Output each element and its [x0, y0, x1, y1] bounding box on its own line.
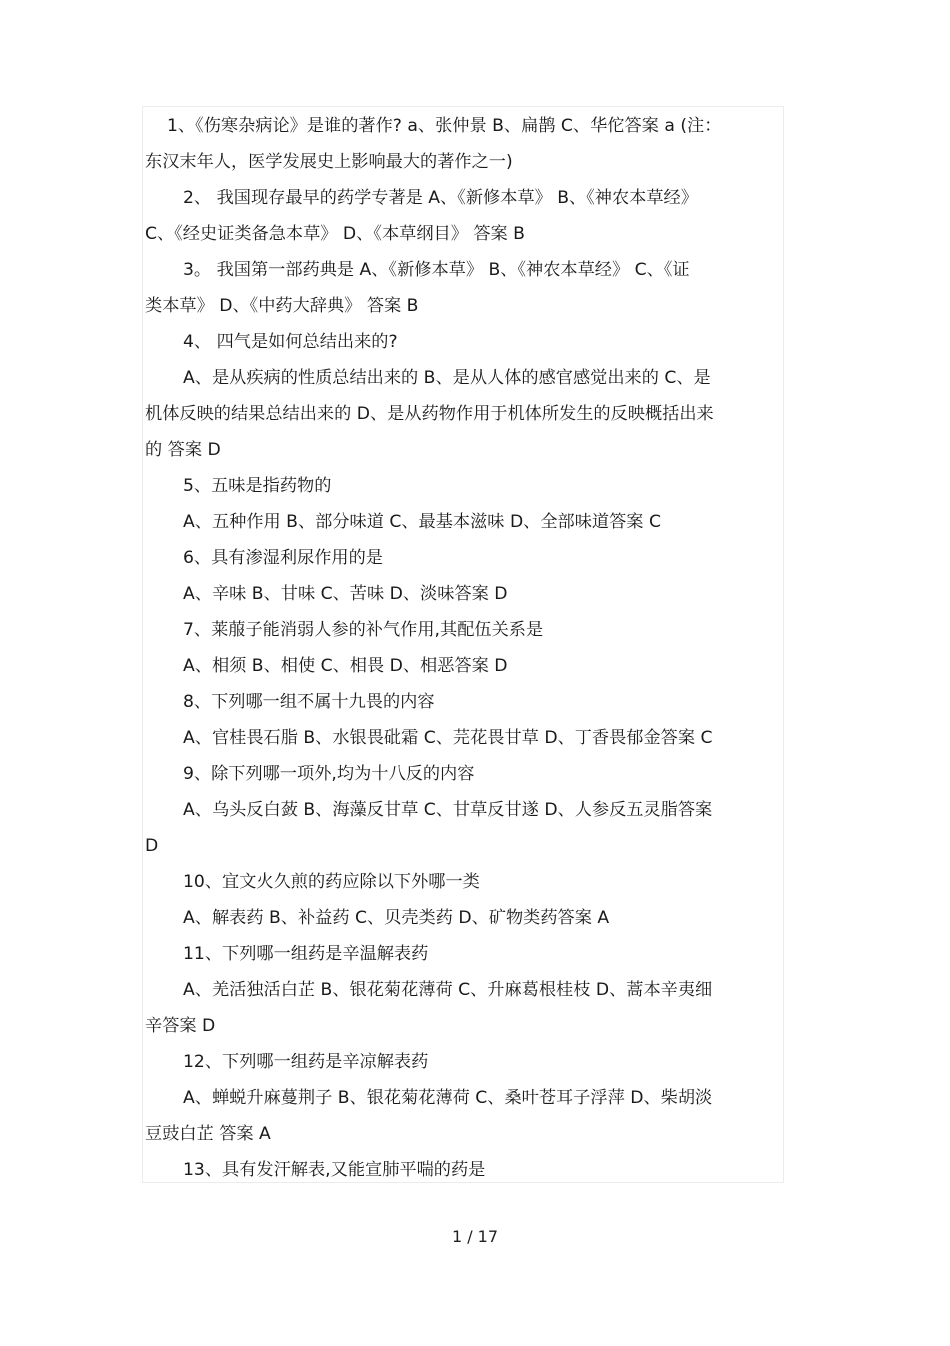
- text-line: 9、除下列哪一项外,均为十八反的内容: [183, 764, 475, 784]
- text-line: 5、五味是指药物的: [183, 476, 332, 496]
- text-line: A、相须 B、相使 C、相畏 D、相恶答案 D: [183, 656, 508, 676]
- text-line: 机体反映的结果总结出来的 D、是从药物作用于机体所发生的反映概括出来: [145, 404, 714, 424]
- text-line: 11、下列哪一组药是辛温解表药: [183, 944, 429, 964]
- text-line: 东汉末年人，医学发展史上影响最大的著作之一): [145, 152, 513, 172]
- text-line: A、蝉蜕升麻蔓荆子 B、银花菊花薄荷 C、桑叶苍耳子浮萍 D、柴胡淡: [183, 1088, 713, 1108]
- text-line: A、羌活独活白芷 B、银花菊花薄荷 C、升麻葛根桂枝 D、蒿本辛夷细: [183, 980, 713, 1000]
- text-line: 1、《伤寒杂病论》是谁的著作? a、张仲景 B、扁鹊 C、华佗答案 a (注：: [167, 116, 722, 136]
- text-line: 豆豉白芷 答案 A: [145, 1124, 271, 1144]
- text-line: 辛答案 D: [145, 1016, 216, 1036]
- document-body: [145, 108, 783, 1188]
- text-line: 8、下列哪一组不属十九畏的内容: [183, 692, 435, 712]
- text-line: A、解表药 B、补益药 C、贝壳类药 D、矿物类药答案 A: [183, 908, 610, 928]
- text-line: A、五种作用 B、部分味道 C、最基本滋味 D、全部味道答案 C: [183, 512, 661, 532]
- text-line: A、乌头反白蔹 B、海藻反甘草 C、甘草反甘遂 D、人参反五灵脂答案: [183, 800, 713, 820]
- text-line: 7、莱菔子能消弱人参的补气作用,其配伍关系是: [183, 620, 544, 640]
- text-line: D: [145, 836, 159, 856]
- text-line: 3。 我国第一部药典是 A、《新修本草》 B、《神农本草经》 C、《证: [183, 260, 690, 280]
- text-line: 10、宜文火久煎的药应除以下外哪一类: [183, 872, 480, 892]
- text-line: 6、具有渗湿利尿作用的是: [183, 548, 383, 568]
- text-line: 12、下列哪一组药是辛凉解表药: [183, 1052, 429, 1072]
- page-number: 1 / 17: [451, 1227, 499, 1246]
- text-line: 类本草》 D、《中药大辞典》 答案 B: [145, 296, 419, 316]
- text-line: A、辛味 B、甘味 C、苦味 D、淡味答案 D: [183, 584, 508, 604]
- text-line: 2、 我国现存最早的药学专著是 A、《新修本草》 B、《神农本草经》: [183, 188, 698, 208]
- text-line: A、是从疾病的性质总结出来的 B、是从人体的感官感觉出来的 C、是: [183, 368, 711, 388]
- text-line: 的 答案 D: [145, 440, 221, 460]
- text-line: 4、 四气是如何总结出来的?: [183, 332, 398, 352]
- text-line: 13、具有发汗解表,又能宣肺平喘的药是: [183, 1160, 486, 1180]
- text-line: C、《经史证类备急本草》 D、《本草纲目》 答案 B: [145, 224, 525, 244]
- text-line: A、官桂畏石脂 B、水银畏砒霜 C、芫花畏甘草 D、丁香畏郁金答案 C: [183, 728, 713, 748]
